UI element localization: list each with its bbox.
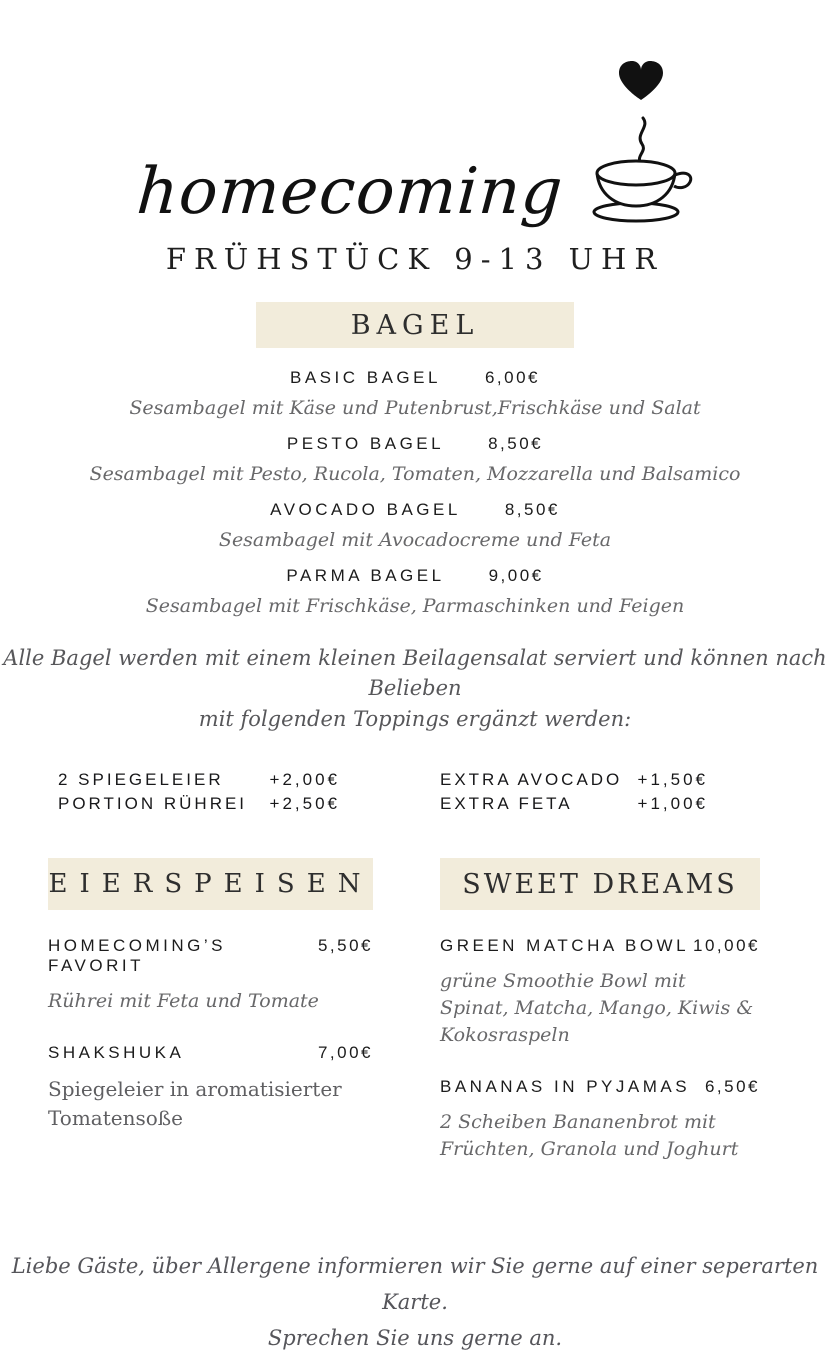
topping-price: +2,00€: [269, 770, 340, 790]
section-band-bagel: [256, 302, 574, 348]
menu-item-green-matcha-bowl: [440, 936, 760, 1049]
menu-item-pesto-bagel: [0, 434, 830, 485]
menu-item-basic-bagel: [0, 368, 830, 419]
item-price: 10,00€: [693, 936, 760, 956]
topping-row: [440, 794, 708, 814]
section-title-eierspeisen: EIERSPEISEN: [48, 869, 373, 900]
brand-wordmark: homecoming: [134, 154, 566, 229]
item-price: 8,50€: [488, 434, 544, 453]
topping-price: +1,50€: [637, 770, 708, 790]
eierspeisen-items: [48, 936, 373, 1132]
item-line: [48, 936, 373, 976]
item-line: [0, 566, 830, 586]
sweet-dreams-items: [440, 936, 760, 1163]
item-line: [0, 368, 830, 388]
topping-price: +1,00€: [637, 794, 708, 814]
item-line: [440, 936, 760, 956]
section-title-bagel: BAGEL: [350, 309, 480, 341]
menu-item-bananas-in-pyjamas: [440, 1077, 760, 1163]
item-line: [48, 1043, 373, 1063]
two-column-sections: [0, 858, 830, 1191]
topping-name: PORTION RÜHREI: [58, 794, 248, 814]
item-line: [0, 434, 830, 454]
item-description: Sesambagel mit Pesto, Rucola, Tomaten, Mozzarella und Balsamico: [89, 463, 741, 485]
item-price: 6,50€: [704, 1077, 760, 1097]
item-description: grüne Smoothie Bowl mit Spinat, Matcha, Mango, Kiwis & Kokosraspeln: [440, 970, 754, 1047]
footer-line1: Liebe Gäste, über Allergene informieren wir Sie gerne auf einer seperarten Karte.: [11, 1254, 819, 1314]
topping-name: EXTRA AVOCADO: [440, 770, 623, 790]
item-description: Sesambagel mit Avocadocreme und Feta: [218, 529, 612, 551]
item-name: GREEN MATCHA BOWL: [440, 936, 690, 956]
heart-icon: [619, 61, 663, 100]
item-price: 9,00€: [488, 566, 544, 585]
topping-row: [58, 770, 340, 790]
menu-header: [0, 0, 830, 276]
item-description: Spiegeleier in aromatisierter Tomatensoße: [48, 1077, 342, 1130]
section-band-sweet-dreams: [440, 858, 760, 910]
item-line: [0, 500, 830, 520]
bagel-note: [0, 643, 830, 734]
section-title-sweet-dreams: SWEET DREAMS: [462, 868, 738, 900]
item-price: 6,00€: [484, 368, 540, 387]
item-name: BASIC BAGEL: [290, 368, 441, 387]
toppings-right-column: [440, 770, 708, 814]
item-line: [440, 1077, 760, 1097]
item-price: 5,50€: [317, 936, 373, 956]
item-name: BANANAS IN PYJAMAS: [440, 1077, 691, 1097]
item-description: 2 Scheiben Bananenbrot mit Früchten, Granola und Joghurt: [440, 1111, 739, 1161]
topping-row: [440, 770, 708, 790]
section-band-eierspeisen: [48, 858, 373, 910]
section-sweet-dreams: [440, 858, 760, 1191]
logo: [0, 58, 830, 229]
bagel-items: [0, 368, 830, 617]
topping-row: [58, 794, 340, 814]
item-name: HOMECOMING’S FAVORIT: [48, 936, 226, 976]
item-description: Sesambagel mit Käse und Putenbrust,Frischkäse und Salat: [129, 397, 701, 419]
menu-item-homecomings-favorit: [48, 936, 373, 1015]
footer-line2: Sprechen Sie uns gerne an.: [267, 1325, 563, 1350]
menu-item-shakshuka: [48, 1043, 373, 1132]
allergen-footer: [0, 1249, 830, 1356]
topping-name: 2 SPIEGELEIER: [58, 770, 224, 790]
menu-item-avocado-bagel: [0, 500, 830, 551]
section-eierspeisen: [48, 858, 373, 1191]
bagel-note-line1: Alle Bagel werden mit einem kleinen Beilagensalat serviert und können nach Belieben: [3, 646, 827, 701]
toppings: [0, 770, 830, 814]
coffee-cup-icon: [589, 60, 693, 226]
topping-name: EXTRA FETA: [440, 794, 573, 814]
item-name: AVOCADO BAGEL: [270, 500, 461, 519]
menu-item-parma-bagel: [0, 566, 830, 617]
toppings-left-column: [58, 770, 340, 814]
item-price: 8,50€: [504, 500, 560, 519]
item-description: Sesambagel mit Frischkäse, Parmaschinken und Feigen: [145, 595, 685, 617]
item-name: PARMA BAGEL: [286, 566, 445, 585]
menu-subtitle: FRÜHSTÜCK 9-13 UHR: [165, 242, 665, 276]
item-name: SHAKSHUKA: [48, 1043, 185, 1063]
bagel-note-line2: mit folgenden Toppings ergänzt werden:: [198, 706, 632, 731]
item-price: 7,00€: [317, 1043, 373, 1063]
item-name: PESTO BAGEL: [286, 434, 445, 453]
topping-price: +2,50€: [269, 794, 340, 814]
item-description: Rührei mit Feta und Tomate: [48, 990, 319, 1013]
